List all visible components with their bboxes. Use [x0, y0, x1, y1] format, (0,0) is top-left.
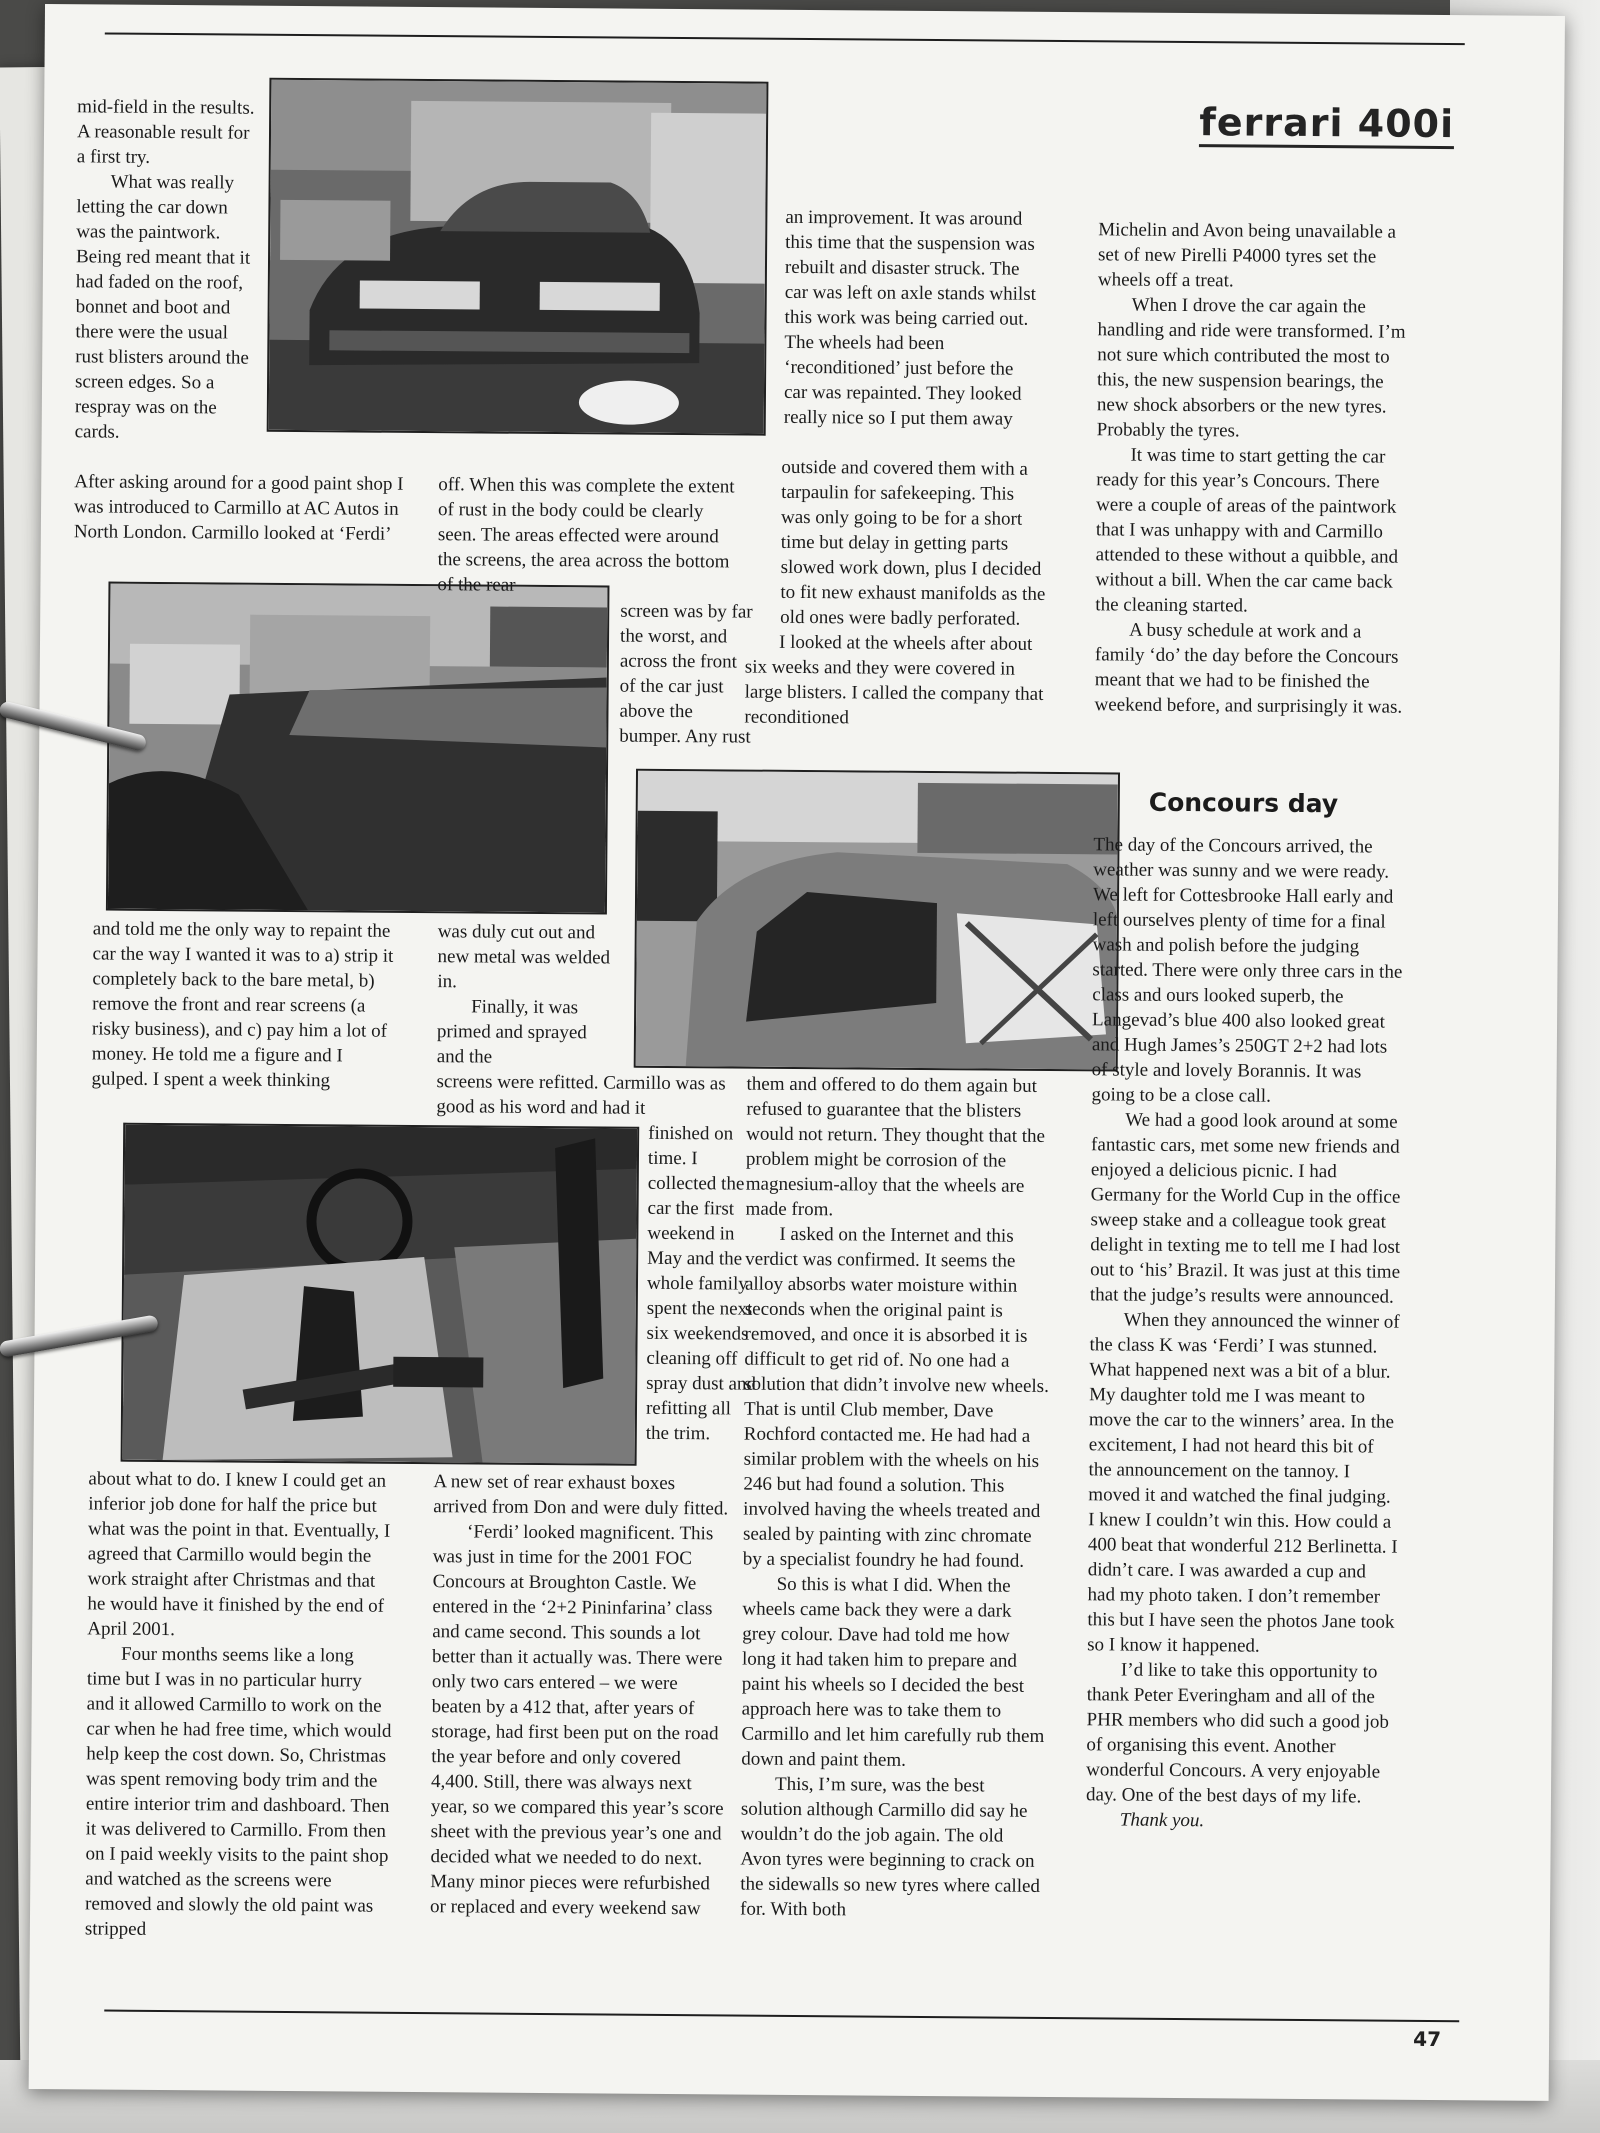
column-4-part-b: [1086, 832, 1404, 1834]
paragraph: screens were refitted. Carmillo was as good as his word and had it: [436, 1071, 726, 1119]
column-1-part-a2: [74, 469, 410, 547]
column-4-part-a: [1094, 217, 1408, 719]
paragraph: Finally, it was primed and sprayed and the: [436, 996, 587, 1068]
bonnet-photo-icon: [108, 584, 608, 913]
column-3-part-a: [784, 205, 1041, 432]
paragraph: Michelin and Avon being unavailable a set of new Pirelli P4000 tyres set the wheels off a treat.: [1097, 219, 1397, 292]
column-2-part-e: [646, 1121, 759, 1447]
column-3-part-c: [740, 1072, 1052, 1924]
top-rule: [105, 33, 1465, 45]
photo-rear-window-stripped: [634, 769, 1120, 1072]
paragraph: A busy schedule at work and a family ‘do’ the day before the Concours meant that we had to be finished the weekend before, and surprisingly it was.: [1094, 619, 1403, 718]
paragraph: mid-field in the results. A reasonable result for a first try.: [76, 96, 255, 168]
column-2-part-a: [437, 472, 738, 599]
paragraph: I looked at the wheels after about six weeks and they were covered in large blisters. I called the company that reconditioned: [744, 631, 1044, 729]
paragraph: What was really letting the car down was the paintwork. Being red meant that it had faded on the roof, bonnet and boot and there were the usual rust blisters around the screen edges. So a respray was on the cards.: [74, 171, 251, 443]
paragraph: The day of the Concours arrived, the weather was sunny and we were ready. We left for Cottesbrooke Hall early and left ourselves plenty of time for a final wash and polish before the judging started. There were only three cars in the class and ours looked superb, the Langevad’s blue 400 also looked great and Hugh James’s 250GT 2+2 had lots of style and lovely Borannis. It was going to be a close call.: [1091, 834, 1403, 1107]
photo-car-in-garage: [267, 78, 769, 436]
paragraph: about what to do. I knew I could get an inferior job done for half the price but what was the point in that. Eventually, I agreed that Carmillo would begin the work straight after Christmas and that he would have it finished by the end of April 2001.: [87, 1468, 391, 1641]
paragraph: When they announced the winner of the class K was ‘Ferdi’ I was stunned. What happened next was a bit of a blur. My daughter told me I was meant to move the car to the winners’ area. In the excitement, I had not heard this bit of the announcement on the tannoy. I moved it and watched the final judging. I knew I couldn’t win this. How could a 400 beat that wonderful 212 Berlinetta. I didn’t care. I was awarded a cup and had my photo taken. I don’t remember this but I have seen the photos Jane took so I know it happened.: [1087, 1309, 1400, 1657]
paragraph: them and offered to do them again but refused to guarantee that the blisters would not return. They thought that the problem might be corrosion of the magnesium-alloy that the wheels are made from.: [745, 1073, 1046, 1221]
column-2-part-b: [619, 599, 755, 750]
paragraph: screen was by far the worst, and across the front of the car just above the bumper. Any rust: [619, 600, 753, 748]
interior-photo-icon: [123, 1125, 638, 1464]
column-1-part-a: [75, 94, 263, 445]
paragraph: We had a good look around at some fantastic cars, met some new friends and enjoyed a delicious picnic. I had Germany for the World Cup in the office sweep stake and a colleague took great delight in texting me to tell me I had lost out to ‘his’ Brazil. It was just at this time that the judge’s results were announced.: [1089, 1109, 1401, 1308]
paragraph: was duly cut out and new metal was welded in.: [437, 921, 611, 993]
photo-bonnet-close-up: [106, 582, 610, 915]
photo-interior-dashboard: [121, 1123, 640, 1466]
column-1-part-b: [91, 916, 400, 1093]
car-front-photo-icon: [269, 80, 767, 434]
paragraph: off. When this was complete the extent of rust in the body could be clearly seen. The areas effected were around the screens, the area across the bottom of the rear: [437, 474, 735, 596]
paragraph: So this is what I did. When the wheels came back they were a dark grey colour. Dave had told me how long it had taken him to prepare and paint his wheels so I decided the best approach here was to take them to Carmillo and let him carefully rub them down and paint them.: [741, 1573, 1045, 1771]
magazine-title: ferrari 400i: [1199, 103, 1454, 149]
paragraph: finished on time. I collected the car the first weekend in May and the whole family spent the next six weekends cleaning off spray dust and refitting all the trim.: [645, 1122, 757, 1445]
paragraph: an improvement. It was around this time that the suspension was rebuilt and disaster struck. The car was left on axle stands whilst this work was being carried out. The wheels had been ‘reconditioned’ just before the car was repainted. They looked really nice so I put them away: [783, 206, 1037, 430]
column-2-part-d: [436, 1069, 741, 1121]
rear-window-photo-icon: [636, 771, 1118, 1070]
bottom-rule: [104, 2010, 1459, 2022]
paragraph: It was time to start getting the car ready for this year’s Concours. There were a couple of areas of the paintwork that I was unhappy with and Carmillo attended to these without a quibble, and without a bill. When the car came back the cleaning started.: [1095, 444, 1399, 617]
column-2-part-f: [430, 1469, 734, 1921]
page-number: 47: [1413, 2026, 1442, 2052]
sign-off: Thank you.: [1119, 1809, 1205, 1832]
column-2-part-c: [437, 919, 618, 1070]
paragraph: outside and covered them with a tarpaulin for safekeeping. This was only going to be for a short time but delay in getting parts slowed work down, plus I decided to fit new exhaust manifolds as the old ones were badly perforated.: [780, 456, 1046, 630]
magazine-page: [29, 4, 1565, 2101]
paragraph: ‘Ferdi’ looked magnificent. This was just in time for the 2001 FOC Concours at Broughton Castle. We entered in the ‘2+2 Pininfarina’ class and came second. This sounds a lot better than it actually was. There were only two cars entered – we were beaten by a 412 that, after years of storage, had first been put on the road the year before and only covered 4,400. Still, there was always next year, so we compared this year’s score sheet with the previous year’s one and decided what we needed to do next. Many minor pieces were refurbished or replaced and every weekend saw: [430, 1521, 724, 1920]
paragraph: This, I’m sure, was the best solution although Carmillo did say he wouldn’t do the job again. The old Avon tyres were beginning to crack on the sidewalls so new tyres where called for. With both: [740, 1773, 1041, 1921]
paragraph: A new set of rear exhaust boxes arrived from Don and were duly fitted.: [433, 1471, 729, 1520]
column-1-part-c: [85, 1466, 394, 1943]
paragraph: When I drove the car again the handling and ride were transformed. I’m not sure which contributed the most to this, the new suspension bearings, the new shock absorbers or the new tyres. Probably the tyres.: [1096, 294, 1406, 442]
paragraph: and told me the only way to repaint the car the way I wanted it was to a) strip it completely back to the bare metal, b) remove the front and rear screens (a risky business), and c) pay him a lot of money. He told me a figure and I gulped. I spent a week thinking: [91, 918, 394, 1092]
column-3-part-b: [744, 455, 1046, 732]
concours-day-heading: Concours day: [1148, 787, 1339, 819]
paragraph: Four months seems like a long time but I was in no particular hurry and it allowed Carmillo to work on the car when he had free time, which would help keep the cost down. So, Christmas was spent removing body trim and the entire interior trim and dashboard. Then it was delivered to Carmillo. From then on I paid weekly visits to the paint shop and watched as the screens were removed and slowly the old paint was stripped: [84, 1643, 392, 1940]
paragraph: I’d like to take this opportunity to thank Peter Everingham and all of the PHR members who did such a good job of organising this event. Another wonderful Concours. A very enjoyable day. One of the best days of my life.: [1085, 1659, 1390, 1808]
paragraph: After asking around for a good paint shop I was introduced to Carmillo at AC Autos in North London. Carmillo looked at ‘Ferdi’: [73, 471, 404, 545]
paragraph: I asked on the Internet and this verdict was confirmed. It seems the alloy absorbs water moisture within seconds when the original paint is removed, and once it is absorbed it is difficult to get rid of. No one had a solution that didn’t involve new wheels. That is until Club member, Dave Rochford contacted me. He had had a similar problem with the wheels on his 246 but had found a solution. This involved having the wheels treated and sealed by painting with zinc chromate by a specialist foundry he had found.: [742, 1223, 1049, 1572]
